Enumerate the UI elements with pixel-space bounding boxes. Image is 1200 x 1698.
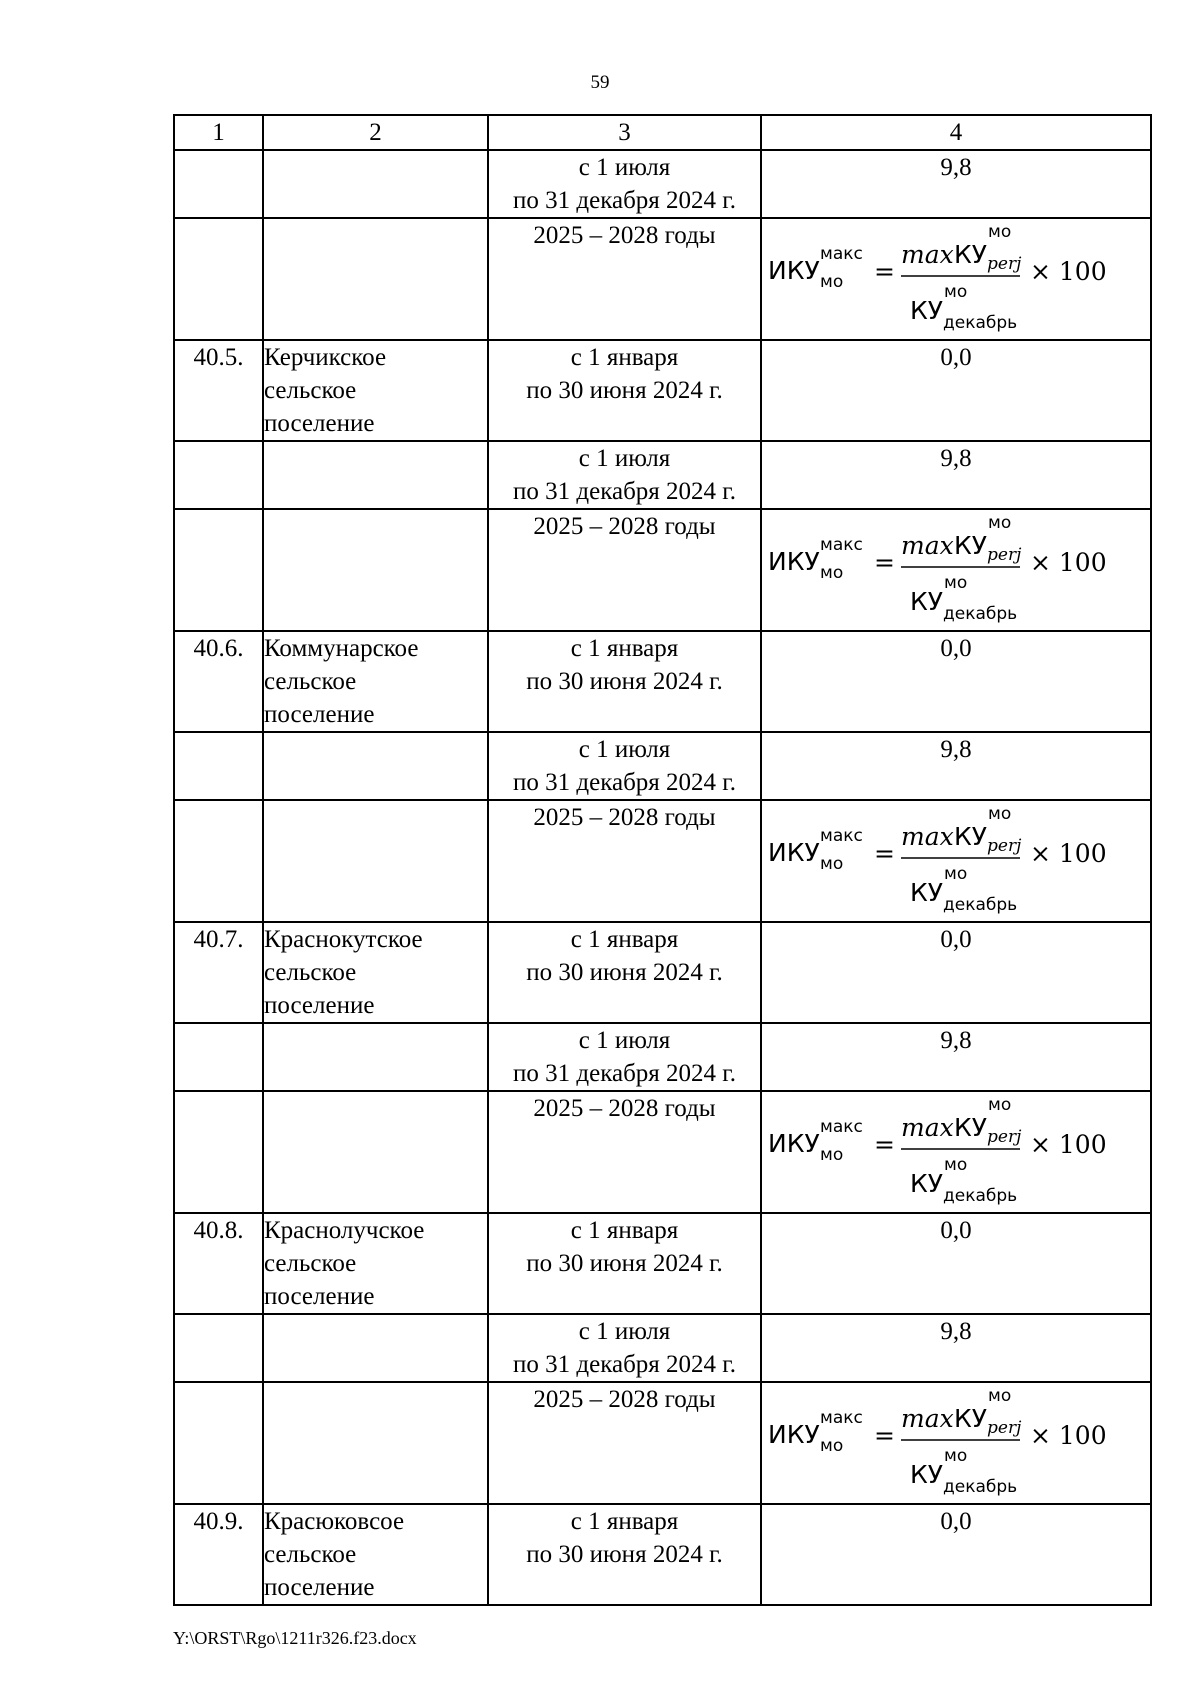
settlement-name: [263, 1314, 488, 1382]
row-number: 40.5.: [174, 340, 263, 441]
table-row: [174, 800, 1151, 922]
table-row: [174, 1023, 1151, 1091]
formula-num-sub: perj: [987, 1418, 1022, 1438]
table-header-row: [174, 115, 1151, 150]
settlement-name-line: поселение: [264, 410, 375, 437]
settlement-name-line: поселение: [264, 1283, 375, 1310]
formula-den-main: КУ: [910, 1460, 943, 1489]
value-text: 9,8: [940, 445, 972, 472]
row-number: [174, 1314, 263, 1382]
formula-num-main: КУ: [954, 1113, 987, 1142]
index-formula: [762, 219, 1150, 337]
formula-num-prefix: max: [901, 822, 954, 851]
value-text: 0,0: [940, 926, 972, 953]
footer-file-path: Y:\ORST\Rgo\1211r326.f23.docx: [173, 1628, 417, 1648]
settlement-name-line: сельское: [264, 1250, 357, 1277]
value-text: 0,0: [940, 1508, 972, 1535]
formula-den-sup: мо: [944, 573, 968, 593]
formula-equals: =: [874, 257, 895, 286]
row-number: 40.8.: [174, 1213, 263, 1314]
period-line: с 1 июля: [578, 1318, 671, 1345]
formula-lhs-sup: макс: [820, 535, 863, 555]
period-line: с 1 января: [570, 926, 679, 953]
settlement-name-line: поселение: [264, 1574, 375, 1601]
period-line: с 1 января: [570, 1508, 679, 1535]
formula-lhs-sub: мо: [820, 854, 844, 874]
value-cell: [761, 150, 1151, 218]
table-row: [174, 1213, 1151, 1314]
period-cell: [488, 1023, 761, 1091]
settlement-name: [263, 1504, 488, 1605]
formula-svg: [762, 219, 1148, 337]
formula-lhs-main: ИКУ: [768, 1129, 820, 1158]
row-number: 40.9.: [174, 1504, 263, 1605]
value-text: 9,8: [940, 154, 972, 181]
row-number: [174, 732, 263, 800]
period-line: по 30 июня 2024 г.: [526, 377, 723, 404]
table-row: [174, 732, 1151, 800]
table-row: [174, 1504, 1151, 1605]
settlement-name-line: Краснолучское: [264, 1217, 425, 1244]
settlement-name-line: Коммунарское: [264, 635, 419, 662]
table-row: [174, 509, 1151, 631]
index-formula: [762, 1383, 1150, 1501]
formula-num-sub: perj: [987, 254, 1022, 274]
table-row: [174, 631, 1151, 732]
period-cell: [488, 1382, 761, 1504]
value-text: 9,8: [940, 1027, 972, 1054]
formula-lhs-sup: макс: [820, 1117, 863, 1137]
settlement-name-line: Красюковсое: [264, 1508, 405, 1535]
settlement-name: [263, 922, 488, 1023]
value-cell: [761, 441, 1151, 509]
settlement-name: [263, 1213, 488, 1314]
formula-equals: =: [874, 1130, 895, 1159]
formula-num-prefix: max: [901, 1113, 954, 1142]
period-cell: [488, 150, 761, 218]
formula-den-main: КУ: [910, 296, 943, 325]
formula-den-main: КУ: [910, 878, 943, 907]
formula-num-sup: мо: [988, 513, 1012, 533]
period-line: с 1 января: [570, 344, 679, 371]
formula-lhs-sub: мо: [820, 563, 844, 583]
row-number: [174, 441, 263, 509]
period-line: по 30 июня 2024 г.: [526, 668, 723, 695]
period-line: с 1 июля: [578, 736, 671, 763]
formula-num-sup: мо: [988, 222, 1012, 242]
value-text: 0,0: [940, 1217, 972, 1244]
period-cell: [488, 1091, 761, 1213]
table-row: [174, 1314, 1151, 1382]
formula-times: × 100: [1030, 839, 1107, 868]
formula-den-sup: мо: [944, 1446, 968, 1466]
value-cell: [761, 1314, 1151, 1382]
formula-num-main: КУ: [954, 822, 987, 851]
period-line: по 30 июня 2024 г.: [526, 959, 723, 986]
value-text: 0,0: [940, 344, 972, 371]
settlement-name-line: Керчикское: [264, 344, 387, 371]
table-row: [174, 441, 1151, 509]
period-line: по 31 декабря 2024 г.: [513, 1351, 736, 1378]
header-col-1: 1: [174, 115, 263, 150]
period-cell: [488, 922, 761, 1023]
value-cell: [761, 1023, 1151, 1091]
formula-lhs-sup: макс: [820, 244, 863, 264]
formula-den-sub: декабрь: [943, 1186, 1018, 1206]
period-cell: [488, 800, 761, 922]
formula-num-sup: мо: [988, 1095, 1012, 1115]
index-formula: [762, 801, 1150, 919]
period-line: 2025 – 2028 годы: [533, 1095, 716, 1122]
formula-svg: [762, 510, 1148, 628]
table-row: [174, 218, 1151, 340]
table-row: [174, 1382, 1151, 1504]
settlement-name-line: поселение: [264, 992, 375, 1019]
settlement-name: [263, 732, 488, 800]
value-cell: [761, 1091, 1151, 1213]
period-cell: [488, 441, 761, 509]
period-cell: [488, 1504, 761, 1605]
period-line: по 31 декабря 2024 г.: [513, 187, 736, 214]
formula-den-sub: декабрь: [943, 604, 1018, 624]
formula-svg: [762, 1383, 1148, 1501]
formula-times: × 100: [1030, 548, 1107, 577]
value-text: 9,8: [940, 736, 972, 763]
index-formula: [762, 510, 1150, 628]
formula-times: × 100: [1030, 1130, 1107, 1159]
table-row: [174, 1091, 1151, 1213]
period-line: 2025 – 2028 годы: [533, 804, 716, 831]
settlement-name: [263, 631, 488, 732]
settlement-name: [263, 509, 488, 631]
formula-lhs-sup: макс: [820, 826, 863, 846]
value-cell: [761, 218, 1151, 340]
formula-num-sub: perj: [987, 545, 1022, 565]
row-number: [174, 1382, 263, 1504]
tariff-table: [173, 114, 1152, 1606]
formula-num-main: КУ: [954, 240, 987, 269]
formula-equals: =: [874, 548, 895, 577]
period-line: по 30 июня 2024 г.: [526, 1541, 723, 1568]
row-number: [174, 800, 263, 922]
settlement-name-line: сельское: [264, 1541, 357, 1568]
formula-lhs-main: ИКУ: [768, 1420, 820, 1449]
row-number: [174, 1091, 263, 1213]
formula-lhs-main: ИКУ: [768, 838, 820, 867]
row-number: [174, 150, 263, 218]
row-number: [174, 218, 263, 340]
formula-lhs-sub: мо: [820, 1436, 844, 1456]
formula-den-main: КУ: [910, 587, 943, 616]
settlement-name-line: сельское: [264, 668, 357, 695]
formula-equals: =: [874, 1421, 895, 1450]
formula-num-prefix: max: [901, 531, 954, 560]
value-cell: [761, 509, 1151, 631]
formula-den-sup: мо: [944, 282, 968, 302]
header-col-2: 2: [263, 115, 488, 150]
value-cell: [761, 340, 1151, 441]
period-cell: [488, 509, 761, 631]
row-number: [174, 1023, 263, 1091]
period-line: по 31 декабря 2024 г.: [513, 478, 736, 505]
period-cell: [488, 732, 761, 800]
value-cell: [761, 800, 1151, 922]
formula-svg: [762, 1092, 1148, 1210]
formula-num-sub: perj: [987, 1127, 1022, 1147]
period-cell: [488, 1314, 761, 1382]
formula-num-main: КУ: [954, 531, 987, 560]
formula-times: × 100: [1030, 257, 1107, 286]
value-cell: [761, 922, 1151, 1023]
value-cell: [761, 1213, 1151, 1314]
formula-den-main: КУ: [910, 1169, 943, 1198]
period-line: с 1 июля: [578, 1027, 671, 1054]
period-line: с 1 января: [570, 1217, 679, 1244]
formula-num-sup: мо: [988, 1386, 1012, 1406]
formula-lhs-sub: мо: [820, 1145, 844, 1165]
value-cell: [761, 1382, 1151, 1504]
formula-lhs-sup: макс: [820, 1408, 863, 1428]
header-col-4: 4: [761, 115, 1151, 150]
period-line: 2025 – 2028 годы: [533, 1386, 716, 1413]
period-cell: [488, 340, 761, 441]
formula-equals: =: [874, 839, 895, 868]
table-row: [174, 340, 1151, 441]
period-cell: [488, 1213, 761, 1314]
value-text: 9,8: [940, 1318, 972, 1345]
formula-lhs-main: ИКУ: [768, 547, 820, 576]
formula-den-sup: мо: [944, 864, 968, 884]
settlement-name: [263, 340, 488, 441]
period-cell: [488, 218, 761, 340]
table-row: [174, 150, 1151, 218]
period-line: по 31 декабря 2024 г.: [513, 769, 736, 796]
settlement-name: [263, 1382, 488, 1504]
period-line: 2025 – 2028 годы: [533, 513, 716, 540]
formula-den-sub: декабрь: [943, 895, 1018, 915]
settlement-name: [263, 1023, 488, 1091]
formula-svg: [762, 801, 1148, 919]
settlement-name-line: сельское: [264, 959, 357, 986]
row-number: [174, 509, 263, 631]
row-number: 40.7.: [174, 922, 263, 1023]
period-line: по 30 июня 2024 г.: [526, 1250, 723, 1277]
settlement-name-line: Краснокутское: [264, 926, 423, 953]
value-cell: [761, 1504, 1151, 1605]
formula-den-sub: декабрь: [943, 1477, 1018, 1497]
formula-den-sub: декабрь: [943, 313, 1018, 333]
value-cell: [761, 631, 1151, 732]
period-line: с 1 января: [570, 635, 679, 662]
settlement-name-line: сельское: [264, 377, 357, 404]
row-number: 40.6.: [174, 631, 263, 732]
settlement-name: [263, 441, 488, 509]
page-number: 59: [590, 72, 610, 93]
settlement-name: [263, 1091, 488, 1213]
formula-lhs-main: ИКУ: [768, 256, 820, 285]
value-text: 0,0: [940, 635, 972, 662]
period-line: 2025 – 2028 годы: [533, 222, 716, 249]
formula-times: × 100: [1030, 1421, 1107, 1450]
formula-num-prefix: max: [901, 240, 954, 269]
period-line: с 1 июля: [578, 445, 671, 472]
formula-num-main: КУ: [954, 1404, 987, 1433]
table-row: [174, 922, 1151, 1023]
period-line: по 31 декабря 2024 г.: [513, 1060, 736, 1087]
settlement-name: [263, 218, 488, 340]
period-cell: [488, 631, 761, 732]
formula-num-prefix: max: [901, 1404, 954, 1433]
settlement-name: [263, 800, 488, 922]
settlement-name: [263, 150, 488, 218]
value-cell: [761, 732, 1151, 800]
formula-den-sup: мо: [944, 1155, 968, 1175]
settlement-name-line: поселение: [264, 701, 375, 728]
header-col-3: 3: [488, 115, 761, 150]
formula-lhs-sub: мо: [820, 272, 844, 292]
formula-num-sub: perj: [987, 836, 1022, 856]
index-formula: [762, 1092, 1150, 1210]
period-line: с 1 июля: [578, 154, 671, 181]
formula-num-sup: мо: [988, 804, 1012, 824]
